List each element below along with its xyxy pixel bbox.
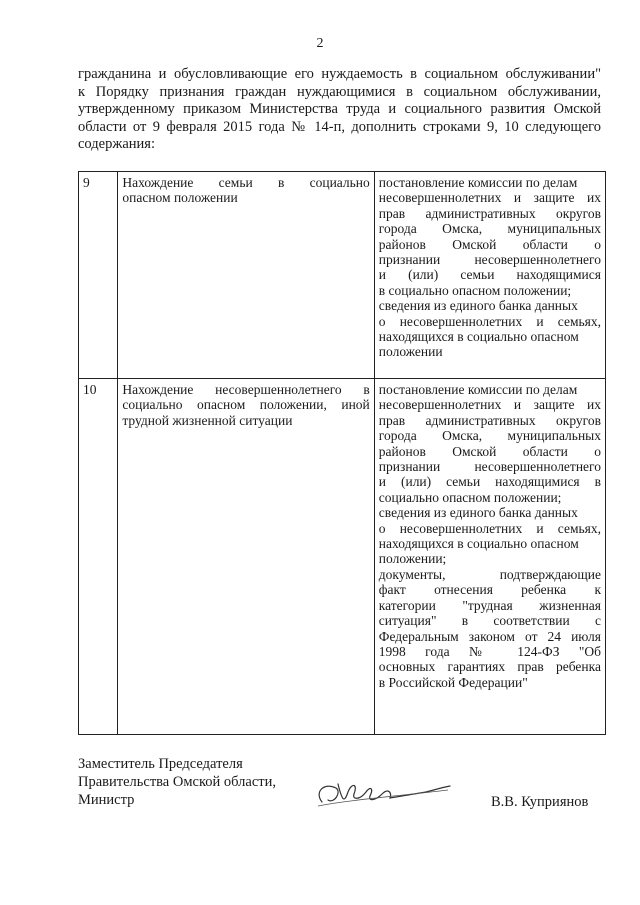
criteria-table: [78, 171, 606, 735]
document-line: постановление комиссии по делам: [378, 382, 578, 397]
document-line: документы, подтверждающие: [378, 566, 601, 582]
documents-cell: [374, 379, 605, 735]
signature-title-line: Заместитель Председателя: [78, 756, 243, 772]
documents-cell: [374, 172, 605, 379]
document-line: сведения из единого банка данных: [378, 298, 578, 314]
condition-line: Нахождение семьи в социально: [122, 175, 370, 190]
document-line: находящихся в социально опасном: [378, 329, 579, 345]
document-line: сведения из единого банка данных: [378, 505, 578, 521]
document-line: признании несовершеннолетнего: [378, 459, 601, 475]
condition-line: трудной жизненной ситуации: [122, 412, 293, 428]
document-line: признании несовершеннолетнего: [378, 252, 601, 268]
condition-line: опасном положении: [122, 190, 238, 206]
signature-title-line: Министр: [78, 792, 135, 808]
condition-cell: [118, 379, 374, 735]
table-row: [79, 172, 606, 379]
document-line: в Российской Федерации": [378, 674, 528, 690]
document-line: положении;: [378, 551, 447, 567]
document-line: районов Омской области о: [378, 443, 601, 459]
document-line: социально опасном положении;: [378, 489, 562, 505]
handwritten-signature: [308, 770, 458, 820]
intro-line: к Порядку признания граждан нуждающимися в социальном обслуживании,: [78, 83, 601, 100]
document-line: факт отнесения ребенка к: [378, 582, 601, 598]
document-line: Федеральным законом от 24 июля: [378, 628, 601, 644]
document-line: положении: [378, 344, 443, 360]
condition-cell: [118, 172, 374, 379]
document-line: прав административных округов: [378, 205, 601, 221]
intro-line: содержания:: [78, 136, 156, 152]
signature-title-line: Правительства Омской области,: [78, 774, 276, 790]
document-line: о несовершеннолетних и семьях,: [378, 520, 601, 536]
intro-paragraph: [78, 66, 601, 154]
document-line: несовершеннолетних и защите их: [378, 397, 601, 413]
document-line: и (или) семьи находящимися: [378, 267, 601, 283]
document-line: о несовершеннолетних и семьях,: [378, 313, 601, 329]
document-line: ситуация" в соответствии с: [378, 613, 601, 629]
condition-line: Нахождение несовершеннолетнего в: [122, 382, 370, 397]
intro-line: гражданина и обусловливающие его нуждаемость в социальном обслуживании": [78, 66, 601, 82]
document-line: в социально опасном положении;: [378, 282, 572, 298]
signer-name: В.В. Куприянов: [491, 794, 589, 810]
table-row: [79, 379, 606, 735]
intro-line: области от 9 февраля 2015 года № 14-п, дополнить строками 9, 10 следующего: [78, 118, 601, 135]
document-line: 1998 года № 124-ФЗ "Об: [378, 643, 601, 659]
document-line: и (или) семьи находящимися в: [378, 474, 601, 490]
row-number: 10: [79, 379, 118, 735]
document-line: города Омска, муниципальных: [378, 428, 601, 444]
document-line: находящихся в социально опасном: [378, 536, 579, 552]
document-line: постановление комиссии по делам: [378, 175, 578, 190]
signature-title: [78, 755, 276, 809]
condition-line: социально опасном положении, иной: [122, 397, 370, 413]
document-line: города Омска, муниципальных: [378, 221, 601, 237]
document-line: основных гарантиях прав ребенка: [378, 659, 601, 675]
document-line: районов Омской области о: [378, 236, 601, 252]
document-line: несовершеннолетних и защите их: [378, 190, 601, 206]
document-line: прав административных округов: [378, 412, 601, 428]
page-number: 2: [316, 36, 324, 51]
intro-line: утвержденному приказом Министерства труда и социального развития Омской: [78, 101, 601, 117]
document-line: категории "трудная жизненная: [378, 597, 601, 613]
row-number: 9: [79, 172, 118, 379]
